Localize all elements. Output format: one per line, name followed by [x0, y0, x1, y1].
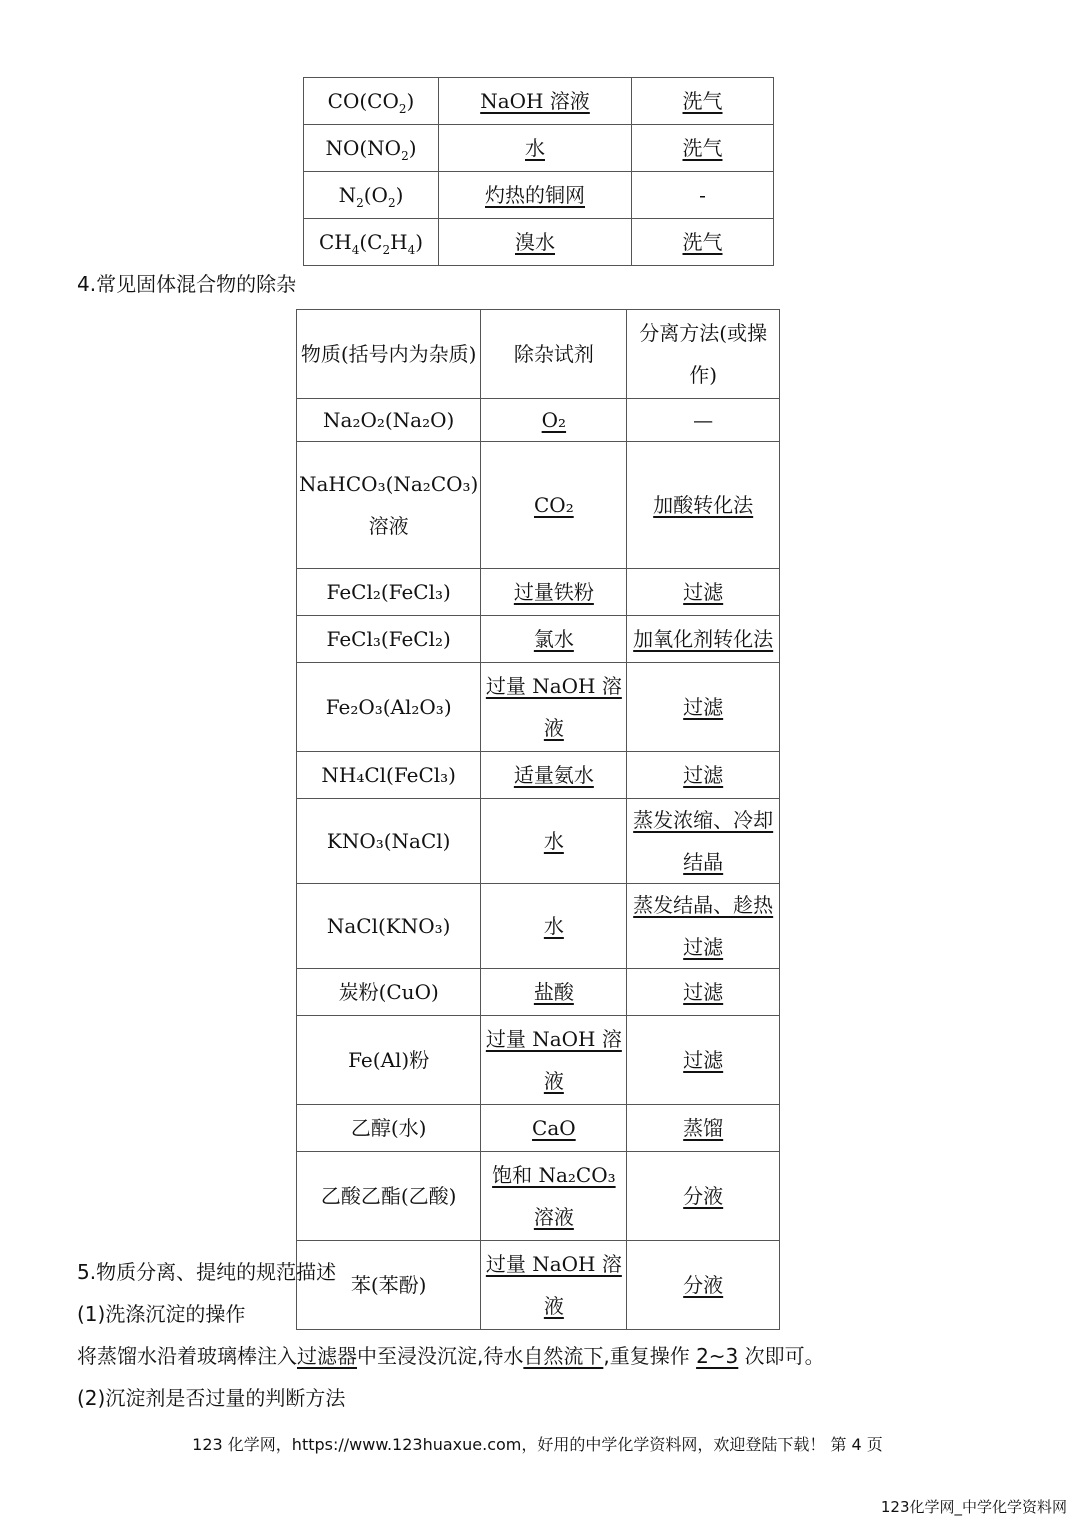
mixture-cell: $NO(NO_2)$	[304, 125, 439, 172]
header-method: 分离方法(或操作)	[627, 310, 780, 399]
reagent-cell: CaO	[481, 1105, 627, 1152]
page-footer: 123 化学网，https://www.123huaxue.com，好用的中学化学资料网，欢迎登陆下载！ 第 4 页	[192, 1435, 883, 1454]
table-row	[297, 616, 780, 663]
reagent-cell: 过量 NaOH 溶液	[481, 1016, 627, 1105]
table-row	[297, 663, 780, 752]
method-cell: 蒸发结晶、趁热过滤	[627, 884, 780, 969]
reagent-cell: 灼热的铜网	[439, 172, 632, 219]
subsection-heading: (2)沉淀剂是否过量的判断方法	[77, 1386, 346, 1410]
method-cell: 分液	[627, 1241, 780, 1330]
table-row	[297, 1016, 780, 1105]
method-cell: 蒸发浓缩、冷却结晶	[627, 799, 780, 884]
method-cell: 洗气	[632, 125, 774, 172]
reagent-cell: 氯水	[481, 616, 627, 663]
method-cell: 洗气	[632, 219, 774, 266]
mixture-cell: Na₂O₂(Na₂O)	[297, 399, 481, 442]
table-row	[297, 1241, 780, 1330]
reagent-cell: CO₂	[481, 442, 627, 569]
reagent-cell: NaOH 溶液	[439, 78, 632, 125]
method-cell: 过滤	[627, 1016, 780, 1105]
reagent-cell: 过量铁粉	[481, 569, 627, 616]
mixture-cell: Fe(Al)粉	[297, 1016, 481, 1105]
table-row	[304, 78, 774, 125]
reagent-cell: 过量 NaOH 溶液	[481, 1241, 627, 1330]
mixture-cell: $N_2(O_2)$	[304, 172, 439, 219]
table-row	[297, 442, 780, 569]
mixture-cell: 乙酸乙酯(乙酸)	[297, 1152, 481, 1241]
mixture-cell: $CH_4(C_2H_4)$	[304, 219, 439, 266]
header-mixture: 物质(括号内为杂质)	[297, 310, 481, 399]
gas-purification-table	[303, 77, 774, 266]
table-row	[304, 172, 774, 219]
header-reagent: 除杂试剂	[481, 310, 627, 399]
method-cell: 加酸转化法	[627, 442, 780, 569]
method-cell: -	[632, 172, 774, 219]
reagent-cell: 水	[481, 799, 627, 884]
mixture-cell: NH₄Cl(FeCl₃)	[297, 752, 481, 799]
reagent-cell: 水	[481, 884, 627, 969]
reagent-cell: 水	[439, 125, 632, 172]
reagent-cell: 饱和 Na₂CO₃ 溶液	[481, 1152, 627, 1241]
mixture-cell: FeCl₃(FeCl₂)	[297, 616, 481, 663]
section-heading: 5.物质分离、提纯的规范描述	[77, 1260, 337, 1284]
method-cell: 过滤	[627, 569, 780, 616]
mixture-cell: 乙醇(水)	[297, 1105, 481, 1152]
method-cell: 过滤	[627, 969, 780, 1016]
method-cell: 蒸馏	[627, 1105, 780, 1152]
table-header-row	[297, 310, 780, 399]
table-row	[297, 569, 780, 616]
mixture-cell: $CO(CO_2)$	[304, 78, 439, 125]
mixture-cell: 苯(苯酚)	[297, 1241, 481, 1330]
method-cell: —	[627, 399, 780, 442]
table-row	[304, 125, 774, 172]
mixture-cell: NaHCO₃(Na₂CO₃)溶液	[297, 442, 481, 569]
method-cell: 洗气	[632, 78, 774, 125]
watermark: 123化学网_中学化学资料网	[880, 1498, 1067, 1516]
mixture-cell: FeCl₂(FeCl₃)	[297, 569, 481, 616]
reagent-cell: 适量氨水	[481, 752, 627, 799]
mixture-cell: Fe₂O₃(Al₂O₃)	[297, 663, 481, 752]
table-row	[297, 1105, 780, 1152]
solid-purification-table	[296, 309, 780, 1330]
reagent-cell: 溴水	[439, 219, 632, 266]
method-cell: 加氧化剂转化法	[627, 616, 780, 663]
mixture-cell: 炭粉(CuO)	[297, 969, 481, 1016]
mixture-cell: NaCl(KNO₃)	[297, 884, 481, 969]
paragraph: 将蒸馏水沿着玻璃棒注入过滤器中至浸没沉淀,待水自然流下,重复操作 2~3 次即可。	[77, 1344, 825, 1368]
table-row	[304, 219, 774, 266]
table-row	[297, 799, 780, 884]
mixture-cell: KNO₃(NaCl)	[297, 799, 481, 884]
reagent-cell: O₂	[481, 399, 627, 442]
method-cell: 分液	[627, 1152, 780, 1241]
reagent-cell: 盐酸	[481, 969, 627, 1016]
table-row	[297, 969, 780, 1016]
reagent-cell: 过量 NaOH 溶液	[481, 663, 627, 752]
method-cell: 过滤	[627, 752, 780, 799]
table-row	[297, 1152, 780, 1241]
subsection-heading: (1)洗涤沉淀的操作	[77, 1302, 246, 1326]
table-row	[297, 884, 780, 969]
section-heading: 4.常见固体混合物的除杂	[77, 272, 297, 296]
method-cell: 过滤	[627, 663, 780, 752]
table-row	[297, 399, 780, 442]
table-row	[297, 752, 780, 799]
